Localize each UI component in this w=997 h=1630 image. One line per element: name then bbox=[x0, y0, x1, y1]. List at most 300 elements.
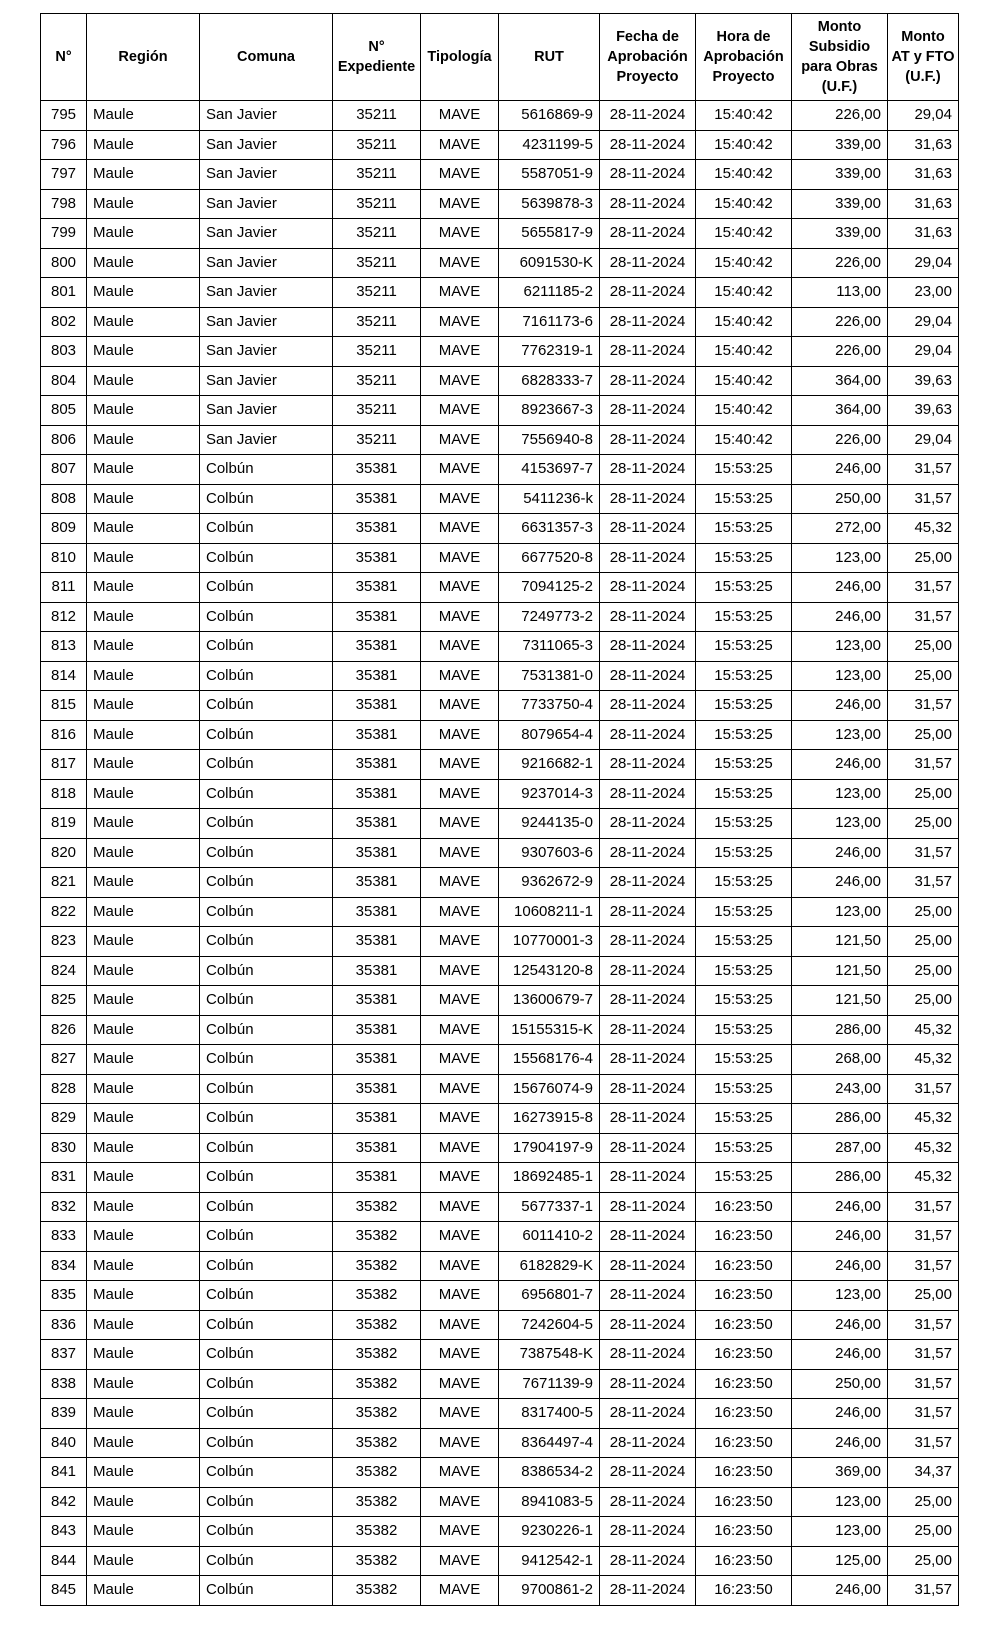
cell-numero: 822 bbox=[41, 897, 87, 927]
cell-expediente: 35211 bbox=[333, 425, 421, 455]
cell-tipologia: MAVE bbox=[421, 1192, 499, 1222]
cell-comuna: Colbún bbox=[200, 1576, 333, 1606]
cell-numero: 827 bbox=[41, 1045, 87, 1075]
cell-monto-at-fto: 23,00 bbox=[888, 278, 959, 308]
cell-monto-at-fto: 25,00 bbox=[888, 661, 959, 691]
cell-numero: 811 bbox=[41, 573, 87, 603]
cell-fecha: 28-11-2024 bbox=[600, 927, 696, 957]
cell-numero: 835 bbox=[41, 1281, 87, 1311]
cell-hora: 15:40:42 bbox=[696, 278, 792, 308]
cell-hora: 15:53:25 bbox=[696, 455, 792, 485]
cell-numero: 818 bbox=[41, 779, 87, 809]
cell-tipologia: MAVE bbox=[421, 307, 499, 337]
cell-monto-subsidio: 339,00 bbox=[792, 130, 888, 160]
cell-expediente: 35382 bbox=[333, 1546, 421, 1576]
cell-numero: 823 bbox=[41, 927, 87, 957]
table-row bbox=[41, 278, 959, 308]
cell-fecha: 28-11-2024 bbox=[600, 838, 696, 868]
cell-numero: 838 bbox=[41, 1369, 87, 1399]
cell-rut: 15676074-9 bbox=[499, 1074, 600, 1104]
cell-comuna: San Javier bbox=[200, 189, 333, 219]
cell-tipologia: MAVE bbox=[421, 868, 499, 898]
cell-monto-at-fto: 25,00 bbox=[888, 986, 959, 1016]
cell-expediente: 35211 bbox=[333, 248, 421, 278]
cell-hora: 15:53:25 bbox=[696, 868, 792, 898]
cell-hora: 15:40:42 bbox=[696, 248, 792, 278]
cell-tipologia: MAVE bbox=[421, 484, 499, 514]
cell-expediente: 35381 bbox=[333, 838, 421, 868]
cell-region: Maule bbox=[87, 779, 200, 809]
cell-tipologia: MAVE bbox=[421, 750, 499, 780]
cell-monto-at-fto: 45,32 bbox=[888, 1045, 959, 1075]
cell-hora: 15:40:42 bbox=[696, 396, 792, 426]
cell-tipologia: MAVE bbox=[421, 455, 499, 485]
cell-hora: 16:23:50 bbox=[696, 1546, 792, 1576]
cell-rut: 15568176-4 bbox=[499, 1045, 600, 1075]
cell-tipologia: MAVE bbox=[421, 337, 499, 367]
cell-fecha: 28-11-2024 bbox=[600, 691, 696, 721]
cell-expediente: 35382 bbox=[333, 1458, 421, 1488]
cell-tipologia: MAVE bbox=[421, 1045, 499, 1075]
cell-tipologia: MAVE bbox=[421, 1104, 499, 1134]
cell-hora: 15:40:42 bbox=[696, 160, 792, 190]
cell-numero: 809 bbox=[41, 514, 87, 544]
cell-rut: 4153697-7 bbox=[499, 455, 600, 485]
cell-monto-subsidio: 246,00 bbox=[792, 1310, 888, 1340]
cell-region: Maule bbox=[87, 1163, 200, 1193]
cell-rut: 4231199-5 bbox=[499, 130, 600, 160]
cell-monto-at-fto: 29,04 bbox=[888, 425, 959, 455]
cell-region: Maule bbox=[87, 1546, 200, 1576]
cell-comuna: Colbún bbox=[200, 1399, 333, 1429]
cell-numero: 816 bbox=[41, 720, 87, 750]
cell-region: Maule bbox=[87, 1015, 200, 1045]
table-row bbox=[41, 632, 959, 662]
cell-hora: 15:53:25 bbox=[696, 514, 792, 544]
cell-comuna: San Javier bbox=[200, 101, 333, 131]
cell-rut: 9230226-1 bbox=[499, 1517, 600, 1547]
cell-monto-at-fto: 31,57 bbox=[888, 1310, 959, 1340]
cell-comuna: Colbún bbox=[200, 573, 333, 603]
cell-monto-at-fto: 25,00 bbox=[888, 1487, 959, 1517]
cell-fecha: 28-11-2024 bbox=[600, 1340, 696, 1370]
cell-comuna: Colbún bbox=[200, 1428, 333, 1458]
cell-rut: 5639878-3 bbox=[499, 189, 600, 219]
table-row bbox=[41, 1163, 959, 1193]
header-numero: N° bbox=[41, 14, 87, 101]
cell-region: Maule bbox=[87, 248, 200, 278]
table-row bbox=[41, 160, 959, 190]
table-row bbox=[41, 956, 959, 986]
table-header-row bbox=[41, 14, 959, 101]
cell-expediente: 35381 bbox=[333, 779, 421, 809]
cell-hora: 15:53:25 bbox=[696, 484, 792, 514]
header-monto-subsidio: Monto Subsidio para Obras (U.F.) bbox=[792, 14, 888, 101]
cell-rut: 6631357-3 bbox=[499, 514, 600, 544]
cell-monto-subsidio: 246,00 bbox=[792, 573, 888, 603]
cell-region: Maule bbox=[87, 1310, 200, 1340]
cell-region: Maule bbox=[87, 1133, 200, 1163]
cell-monto-subsidio: 246,00 bbox=[792, 1222, 888, 1252]
table-row bbox=[41, 897, 959, 927]
cell-monto-subsidio: 246,00 bbox=[792, 1340, 888, 1370]
cell-tipologia: MAVE bbox=[421, 1576, 499, 1606]
cell-expediente: 35381 bbox=[333, 1133, 421, 1163]
table-row bbox=[41, 1310, 959, 1340]
cell-monto-at-fto: 31,63 bbox=[888, 189, 959, 219]
cell-expediente: 35381 bbox=[333, 986, 421, 1016]
cell-monto-subsidio: 226,00 bbox=[792, 337, 888, 367]
cell-monto-at-fto: 29,04 bbox=[888, 248, 959, 278]
cell-hora: 16:23:50 bbox=[696, 1369, 792, 1399]
cell-comuna: Colbún bbox=[200, 543, 333, 573]
cell-hora: 15:53:25 bbox=[696, 573, 792, 603]
cell-numero: 810 bbox=[41, 543, 87, 573]
cell-hora: 15:53:25 bbox=[696, 956, 792, 986]
cell-fecha: 28-11-2024 bbox=[600, 1281, 696, 1311]
table-row bbox=[41, 720, 959, 750]
cell-comuna: Colbún bbox=[200, 484, 333, 514]
cell-tipologia: MAVE bbox=[421, 1458, 499, 1488]
cell-fecha: 28-11-2024 bbox=[600, 720, 696, 750]
cell-hora: 15:53:25 bbox=[696, 691, 792, 721]
subsidy-document bbox=[40, 13, 959, 1606]
cell-fecha: 28-11-2024 bbox=[600, 632, 696, 662]
cell-fecha: 28-11-2024 bbox=[600, 1015, 696, 1045]
table-row bbox=[41, 1340, 959, 1370]
cell-fecha: 28-11-2024 bbox=[600, 1163, 696, 1193]
cell-expediente: 35211 bbox=[333, 130, 421, 160]
cell-monto-subsidio: 364,00 bbox=[792, 396, 888, 426]
cell-rut: 5587051-9 bbox=[499, 160, 600, 190]
cell-monto-at-fto: 45,32 bbox=[888, 1163, 959, 1193]
cell-monto-subsidio: 246,00 bbox=[792, 1251, 888, 1281]
cell-rut: 9307603-6 bbox=[499, 838, 600, 868]
cell-hora: 16:23:50 bbox=[696, 1310, 792, 1340]
cell-expediente: 35382 bbox=[333, 1428, 421, 1458]
cell-monto-subsidio: 286,00 bbox=[792, 1163, 888, 1193]
cell-comuna: Colbún bbox=[200, 691, 333, 721]
cell-numero: 798 bbox=[41, 189, 87, 219]
cell-fecha: 28-11-2024 bbox=[600, 986, 696, 1016]
cell-rut: 8317400-5 bbox=[499, 1399, 600, 1429]
cell-hora: 15:53:25 bbox=[696, 750, 792, 780]
header-expediente: N° Expediente bbox=[333, 14, 421, 101]
table-row bbox=[41, 573, 959, 603]
cell-monto-at-fto: 25,00 bbox=[888, 720, 959, 750]
cell-hora: 16:23:50 bbox=[696, 1487, 792, 1517]
cell-monto-subsidio: 287,00 bbox=[792, 1133, 888, 1163]
cell-expediente: 35381 bbox=[333, 661, 421, 691]
cell-hora: 15:53:25 bbox=[696, 543, 792, 573]
cell-expediente: 35381 bbox=[333, 1163, 421, 1193]
cell-monto-subsidio: 226,00 bbox=[792, 248, 888, 278]
table-row bbox=[41, 868, 959, 898]
cell-numero: 813 bbox=[41, 632, 87, 662]
cell-region: Maule bbox=[87, 1045, 200, 1075]
header-rut: RUT bbox=[499, 14, 600, 101]
cell-comuna: Colbún bbox=[200, 838, 333, 868]
cell-region: Maule bbox=[87, 1192, 200, 1222]
cell-region: Maule bbox=[87, 720, 200, 750]
cell-fecha: 28-11-2024 bbox=[600, 868, 696, 898]
cell-expediente: 35381 bbox=[333, 691, 421, 721]
cell-numero: 815 bbox=[41, 691, 87, 721]
cell-numero: 812 bbox=[41, 602, 87, 632]
cell-comuna: San Javier bbox=[200, 219, 333, 249]
cell-expediente: 35382 bbox=[333, 1281, 421, 1311]
cell-region: Maule bbox=[87, 514, 200, 544]
table-row bbox=[41, 248, 959, 278]
cell-hora: 15:53:25 bbox=[696, 1074, 792, 1104]
cell-monto-at-fto: 25,00 bbox=[888, 1281, 959, 1311]
cell-hora: 15:53:25 bbox=[696, 809, 792, 839]
cell-monto-subsidio: 286,00 bbox=[792, 1015, 888, 1045]
cell-fecha: 28-11-2024 bbox=[600, 130, 696, 160]
cell-tipologia: MAVE bbox=[421, 1546, 499, 1576]
table-row bbox=[41, 1517, 959, 1547]
cell-numero: 842 bbox=[41, 1487, 87, 1517]
cell-monto-subsidio: 123,00 bbox=[792, 1487, 888, 1517]
cell-numero: 837 bbox=[41, 1340, 87, 1370]
cell-hora: 15:40:42 bbox=[696, 101, 792, 131]
cell-monto-subsidio: 339,00 bbox=[792, 189, 888, 219]
table-row bbox=[41, 1015, 959, 1045]
table-row bbox=[41, 691, 959, 721]
cell-tipologia: MAVE bbox=[421, 838, 499, 868]
cell-expediente: 35381 bbox=[333, 573, 421, 603]
cell-hora: 15:53:25 bbox=[696, 986, 792, 1016]
cell-rut: 7556940-8 bbox=[499, 425, 600, 455]
cell-region: Maule bbox=[87, 396, 200, 426]
cell-numero: 825 bbox=[41, 986, 87, 1016]
table-row bbox=[41, 130, 959, 160]
cell-expediente: 35382 bbox=[333, 1192, 421, 1222]
cell-tipologia: MAVE bbox=[421, 396, 499, 426]
cell-expediente: 35381 bbox=[333, 868, 421, 898]
cell-fecha: 28-11-2024 bbox=[600, 337, 696, 367]
header-monto-at-fto: Monto AT y FTO (U.F.) bbox=[888, 14, 959, 101]
cell-monto-subsidio: 113,00 bbox=[792, 278, 888, 308]
header-hora-aprobacion: Hora de Aprobación Proyecto bbox=[696, 14, 792, 101]
cell-monto-subsidio: 123,00 bbox=[792, 632, 888, 662]
cell-hora: 16:23:50 bbox=[696, 1399, 792, 1429]
cell-fecha: 28-11-2024 bbox=[600, 750, 696, 780]
table-row bbox=[41, 425, 959, 455]
table-row bbox=[41, 779, 959, 809]
cell-fecha: 28-11-2024 bbox=[600, 366, 696, 396]
cell-expediente: 35211 bbox=[333, 160, 421, 190]
cell-comuna: Colbún bbox=[200, 1045, 333, 1075]
cell-monto-at-fto: 25,00 bbox=[888, 543, 959, 573]
cell-monto-at-fto: 25,00 bbox=[888, 956, 959, 986]
cell-comuna: Colbún bbox=[200, 1369, 333, 1399]
cell-tipologia: MAVE bbox=[421, 425, 499, 455]
cell-monto-at-fto: 25,00 bbox=[888, 632, 959, 662]
cell-fecha: 28-11-2024 bbox=[600, 189, 696, 219]
cell-rut: 8941083-5 bbox=[499, 1487, 600, 1517]
cell-expediente: 35382 bbox=[333, 1222, 421, 1252]
cell-hora: 15:53:25 bbox=[696, 927, 792, 957]
cell-rut: 9216682-1 bbox=[499, 750, 600, 780]
table-row bbox=[41, 1074, 959, 1104]
cell-tipologia: MAVE bbox=[421, 1133, 499, 1163]
cell-numero: 819 bbox=[41, 809, 87, 839]
header-tipologia: Tipología bbox=[421, 14, 499, 101]
cell-hora: 16:23:50 bbox=[696, 1192, 792, 1222]
cell-tipologia: MAVE bbox=[421, 366, 499, 396]
cell-expediente: 35211 bbox=[333, 189, 421, 219]
cell-fecha: 28-11-2024 bbox=[600, 1104, 696, 1134]
cell-tipologia: MAVE bbox=[421, 691, 499, 721]
cell-numero: 831 bbox=[41, 1163, 87, 1193]
cell-monto-at-fto: 31,63 bbox=[888, 219, 959, 249]
cell-expediente: 35382 bbox=[333, 1576, 421, 1606]
cell-expediente: 35211 bbox=[333, 366, 421, 396]
cell-expediente: 35211 bbox=[333, 219, 421, 249]
cell-monto-at-fto: 45,32 bbox=[888, 1104, 959, 1134]
table-row bbox=[41, 1104, 959, 1134]
cell-tipologia: MAVE bbox=[421, 573, 499, 603]
cell-fecha: 28-11-2024 bbox=[600, 1222, 696, 1252]
cell-hora: 15:40:42 bbox=[696, 337, 792, 367]
cell-comuna: Colbún bbox=[200, 1458, 333, 1488]
table-row bbox=[41, 101, 959, 131]
cell-fecha: 28-11-2024 bbox=[600, 1517, 696, 1547]
cell-comuna: San Javier bbox=[200, 160, 333, 190]
cell-region: Maule bbox=[87, 543, 200, 573]
cell-monto-subsidio: 286,00 bbox=[792, 1104, 888, 1134]
cell-region: Maule bbox=[87, 691, 200, 721]
cell-comuna: San Javier bbox=[200, 337, 333, 367]
cell-numero: 795 bbox=[41, 101, 87, 131]
cell-tipologia: MAVE bbox=[421, 1074, 499, 1104]
cell-rut: 18692485-1 bbox=[499, 1163, 600, 1193]
cell-numero: 832 bbox=[41, 1192, 87, 1222]
table-row bbox=[41, 1369, 959, 1399]
cell-hora: 16:23:50 bbox=[696, 1251, 792, 1281]
cell-rut: 8386534-2 bbox=[499, 1458, 600, 1488]
cell-expediente: 35381 bbox=[333, 484, 421, 514]
cell-rut: 9237014-3 bbox=[499, 779, 600, 809]
cell-numero: 826 bbox=[41, 1015, 87, 1045]
table-row bbox=[41, 1576, 959, 1606]
cell-region: Maule bbox=[87, 1428, 200, 1458]
cell-region: Maule bbox=[87, 1399, 200, 1429]
cell-hora: 16:23:50 bbox=[696, 1281, 792, 1311]
table-row bbox=[41, 1222, 959, 1252]
cell-hora: 15:53:25 bbox=[696, 602, 792, 632]
cell-region: Maule bbox=[87, 809, 200, 839]
cell-hora: 15:53:25 bbox=[696, 1104, 792, 1134]
cell-monto-subsidio: 123,00 bbox=[792, 1517, 888, 1547]
cell-region: Maule bbox=[87, 661, 200, 691]
table-row bbox=[41, 1192, 959, 1222]
cell-monto-subsidio: 123,00 bbox=[792, 779, 888, 809]
cell-monto-subsidio: 250,00 bbox=[792, 1369, 888, 1399]
cell-monto-at-fto: 25,00 bbox=[888, 927, 959, 957]
cell-region: Maule bbox=[87, 927, 200, 957]
table-row bbox=[41, 484, 959, 514]
cell-rut: 6091530-K bbox=[499, 248, 600, 278]
cell-fecha: 28-11-2024 bbox=[600, 1310, 696, 1340]
cell-fecha: 28-11-2024 bbox=[600, 661, 696, 691]
cell-tipologia: MAVE bbox=[421, 543, 499, 573]
cell-region: Maule bbox=[87, 897, 200, 927]
header-fecha-aprobacion: Fecha de Aprobación Proyecto bbox=[600, 14, 696, 101]
cell-expediente: 35211 bbox=[333, 101, 421, 131]
cell-monto-at-fto: 31,57 bbox=[888, 868, 959, 898]
cell-fecha: 28-11-2024 bbox=[600, 779, 696, 809]
cell-numero: 804 bbox=[41, 366, 87, 396]
cell-region: Maule bbox=[87, 868, 200, 898]
cell-region: Maule bbox=[87, 278, 200, 308]
cell-tipologia: MAVE bbox=[421, 632, 499, 662]
cell-numero: 841 bbox=[41, 1458, 87, 1488]
cell-comuna: San Javier bbox=[200, 130, 333, 160]
cell-region: Maule bbox=[87, 337, 200, 367]
table-row bbox=[41, 838, 959, 868]
cell-expediente: 35382 bbox=[333, 1340, 421, 1370]
cell-numero: 843 bbox=[41, 1517, 87, 1547]
cell-monto-at-fto: 29,04 bbox=[888, 101, 959, 131]
cell-rut: 12543120-8 bbox=[499, 956, 600, 986]
cell-monto-subsidio: 123,00 bbox=[792, 809, 888, 839]
cell-hora: 15:40:42 bbox=[696, 425, 792, 455]
cell-region: Maule bbox=[87, 1576, 200, 1606]
cell-region: Maule bbox=[87, 366, 200, 396]
cell-numero: 834 bbox=[41, 1251, 87, 1281]
cell-comuna: Colbún bbox=[200, 927, 333, 957]
cell-comuna: Colbún bbox=[200, 986, 333, 1016]
cell-numero: 839 bbox=[41, 1399, 87, 1429]
cell-expediente: 35382 bbox=[333, 1251, 421, 1281]
cell-monto-at-fto: 25,00 bbox=[888, 897, 959, 927]
cell-expediente: 35211 bbox=[333, 307, 421, 337]
cell-fecha: 28-11-2024 bbox=[600, 160, 696, 190]
cell-comuna: San Javier bbox=[200, 248, 333, 278]
cell-rut: 7733750-4 bbox=[499, 691, 600, 721]
table-row bbox=[41, 307, 959, 337]
cell-monto-at-fto: 31,57 bbox=[888, 1340, 959, 1370]
cell-region: Maule bbox=[87, 750, 200, 780]
cell-comuna: Colbún bbox=[200, 1281, 333, 1311]
cell-numero: 836 bbox=[41, 1310, 87, 1340]
cell-monto-at-fto: 31,57 bbox=[888, 1576, 959, 1606]
cell-expediente: 35382 bbox=[333, 1369, 421, 1399]
cell-fecha: 28-11-2024 bbox=[600, 1251, 696, 1281]
cell-numero: 833 bbox=[41, 1222, 87, 1252]
cell-tipologia: MAVE bbox=[421, 101, 499, 131]
cell-rut: 9412542-1 bbox=[499, 1546, 600, 1576]
cell-tipologia: MAVE bbox=[421, 1399, 499, 1429]
cell-region: Maule bbox=[87, 1487, 200, 1517]
cell-tipologia: MAVE bbox=[421, 130, 499, 160]
table-row bbox=[41, 337, 959, 367]
cell-fecha: 28-11-2024 bbox=[600, 248, 696, 278]
table-row bbox=[41, 927, 959, 957]
cell-tipologia: MAVE bbox=[421, 189, 499, 219]
cell-rut: 7531381-0 bbox=[499, 661, 600, 691]
cell-rut: 7311065-3 bbox=[499, 632, 600, 662]
cell-region: Maule bbox=[87, 484, 200, 514]
table-row bbox=[41, 661, 959, 691]
cell-expediente: 35381 bbox=[333, 1074, 421, 1104]
cell-monto-at-fto: 45,32 bbox=[888, 1015, 959, 1045]
cell-monto-at-fto: 39,63 bbox=[888, 396, 959, 426]
cell-monto-at-fto: 25,00 bbox=[888, 1517, 959, 1547]
cell-monto-subsidio: 246,00 bbox=[792, 1399, 888, 1429]
